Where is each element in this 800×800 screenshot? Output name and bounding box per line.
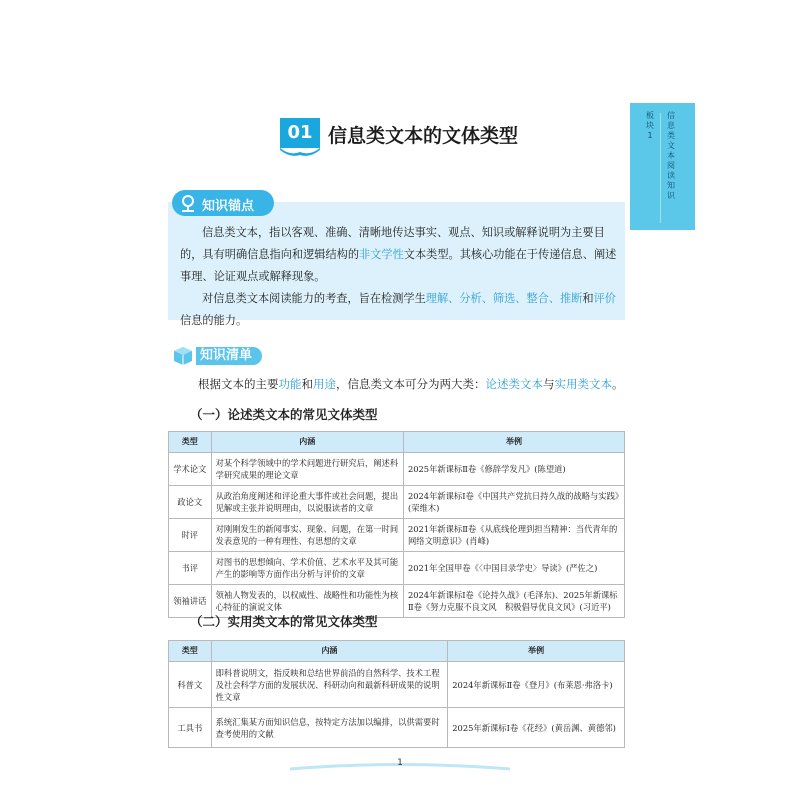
knowledge-badge — [172, 190, 274, 216]
desc-cell: 对图书的思想倾向、学术价值、艺术水平及其可能产生的影响等方面作出分析与评价的文章 — [211, 552, 403, 585]
highlight-span: 实用类文本 — [554, 377, 612, 391]
location-pin-icon — [178, 193, 198, 213]
practical-table — [168, 640, 625, 748]
desc-cell: 即科普说明文，指反映和总结世界前沿的自然科学、技术工程及社会科学方面的发展状况、科研动向和最新科研成果的说明性文章 — [211, 662, 448, 708]
text-span: 信息的能力。 — [180, 314, 248, 327]
type-cell: 科普文 — [169, 662, 212, 708]
example-cell: 2025年新课标Ⅰ卷《花经》(黄岳渊、黄德邻) — [448, 708, 625, 748]
section-2-title: （二）实用类文本的常见文体类型 — [190, 614, 378, 629]
table-row — [169, 519, 625, 552]
column-header: 类型 — [169, 432, 212, 453]
side-tab — [630, 103, 695, 230]
type-cell: 书评 — [169, 552, 212, 585]
table-row — [169, 486, 625, 519]
text-span: 信息类文本，指以客观、准确、清晰地传达事实、观点、知识或解释说明为主要目的，具有明确信息指向和逻辑结构的 — [180, 226, 605, 261]
highlight-span: 理解、分析、筛选、整合、推断 — [425, 292, 583, 305]
text-span: 对信息类文本阅读能力的考查，旨在检测学生 — [202, 292, 426, 305]
intro-text — [198, 376, 624, 392]
desc-cell: 系统汇集某方面知识信息，按特定方法加以编排，以供需要时查考使用的文献 — [211, 708, 448, 748]
text-span: 。 — [612, 377, 624, 391]
knowledge-text — [180, 222, 620, 332]
example-cell: 2021年新课标Ⅱ卷《从底线伦理到担当精神：当代青年的网络文明意识》(肖峰) — [403, 519, 624, 552]
example-cell: 2024年新课标Ⅰ卷《中国共产党抗日持久战的战略与实践》(荣维木) — [403, 486, 624, 519]
type-cell: 领袖讲话 — [169, 585, 212, 618]
list-badge — [172, 345, 253, 371]
table-row — [169, 552, 625, 585]
desc-cell: 对某个科学领域中的学术问题进行研究后，阐述科学研究成果的理论文章 — [211, 453, 403, 486]
desc-cell: 对刚刚发生的新闻事实、现象、问题，在第一时间发表意见的一种有理性、有思想的文章 — [211, 519, 403, 552]
column-header: 举例 — [448, 641, 625, 662]
cube-icon — [172, 345, 194, 367]
text-span: 与 — [543, 377, 555, 391]
column-header: 内涵 — [211, 641, 448, 662]
section-1-title: （一）论述类文本的常见文体类型 — [190, 407, 378, 422]
side-tab-divider — [660, 113, 661, 223]
open-book-icon — [280, 148, 320, 158]
knowledge-paragraph-2 — [180, 288, 620, 332]
highlight-span: 用途 — [313, 377, 336, 391]
text-span: 和 — [582, 292, 594, 305]
title-text: 信息类文本的文体类型 — [328, 125, 519, 147]
table-row — [169, 708, 625, 748]
knowledge-paragraph-1 — [180, 222, 620, 288]
side-tab-module: 板块1 — [646, 111, 654, 140]
type-cell: 学术论文 — [169, 453, 212, 486]
title-number: 01 — [280, 118, 320, 148]
list-badge-label: 知识清单 — [196, 347, 262, 365]
highlight-span: 论述类文本 — [485, 377, 543, 391]
knowledge-badge-label: 知识锚点 — [202, 199, 255, 214]
text-span: 根据文本的主要 — [198, 377, 279, 391]
table-header-row — [169, 641, 625, 662]
type-cell: 时评 — [169, 519, 212, 552]
argumentative-table — [168, 431, 625, 618]
column-header: 内涵 — [211, 432, 403, 453]
highlight-span: 评价 — [593, 292, 616, 305]
table-row — [169, 453, 625, 486]
column-header: 举例 — [403, 432, 624, 453]
text-span: 和 — [301, 377, 313, 391]
text-span: ，信息类文本可分为两大类： — [336, 377, 486, 391]
desc-cell: 领袖人物发表的，以权威性、战略性和功能性为核心特征的演说文体 — [211, 585, 403, 618]
highlight-span: 非文学性 — [359, 248, 404, 261]
desc-cell: 从政治角度阐述和评论重大事件或社会问题，提出见解或主张并说明理由，以说服读者的文章 — [211, 486, 403, 519]
example-cell: 2021年全国甲卷《〈中国目录学史〉导读》(严佐之) — [403, 552, 624, 585]
type-cell: 政论文 — [169, 486, 212, 519]
example-cell: 2025年新课标Ⅱ卷《修辞学发凡》(陈望道) — [403, 453, 624, 486]
highlight-span: 功能 — [278, 377, 302, 391]
side-tab-topic: 信息类文本阅读知识 — [667, 111, 675, 200]
text-span: 文本类型。其核心功能在于传递信息、阐述事理、论证观点或解释现象。 — [180, 248, 617, 283]
type-cell: 工具书 — [169, 708, 212, 748]
table-header-row — [169, 432, 625, 453]
column-header: 类型 — [169, 641, 212, 662]
example-cell: 2024年新课标Ⅱ卷《登月》(布莱恩·弗洛卡) — [448, 662, 625, 708]
table-row — [169, 662, 625, 708]
example-cell: 2024年新课标Ⅰ卷《论持久战》(毛泽东)、2025年新课标Ⅱ卷《努力克服不良文风 积极倡导优良文风》(习近平) — [403, 585, 624, 618]
page-number: 1 — [397, 758, 403, 768]
